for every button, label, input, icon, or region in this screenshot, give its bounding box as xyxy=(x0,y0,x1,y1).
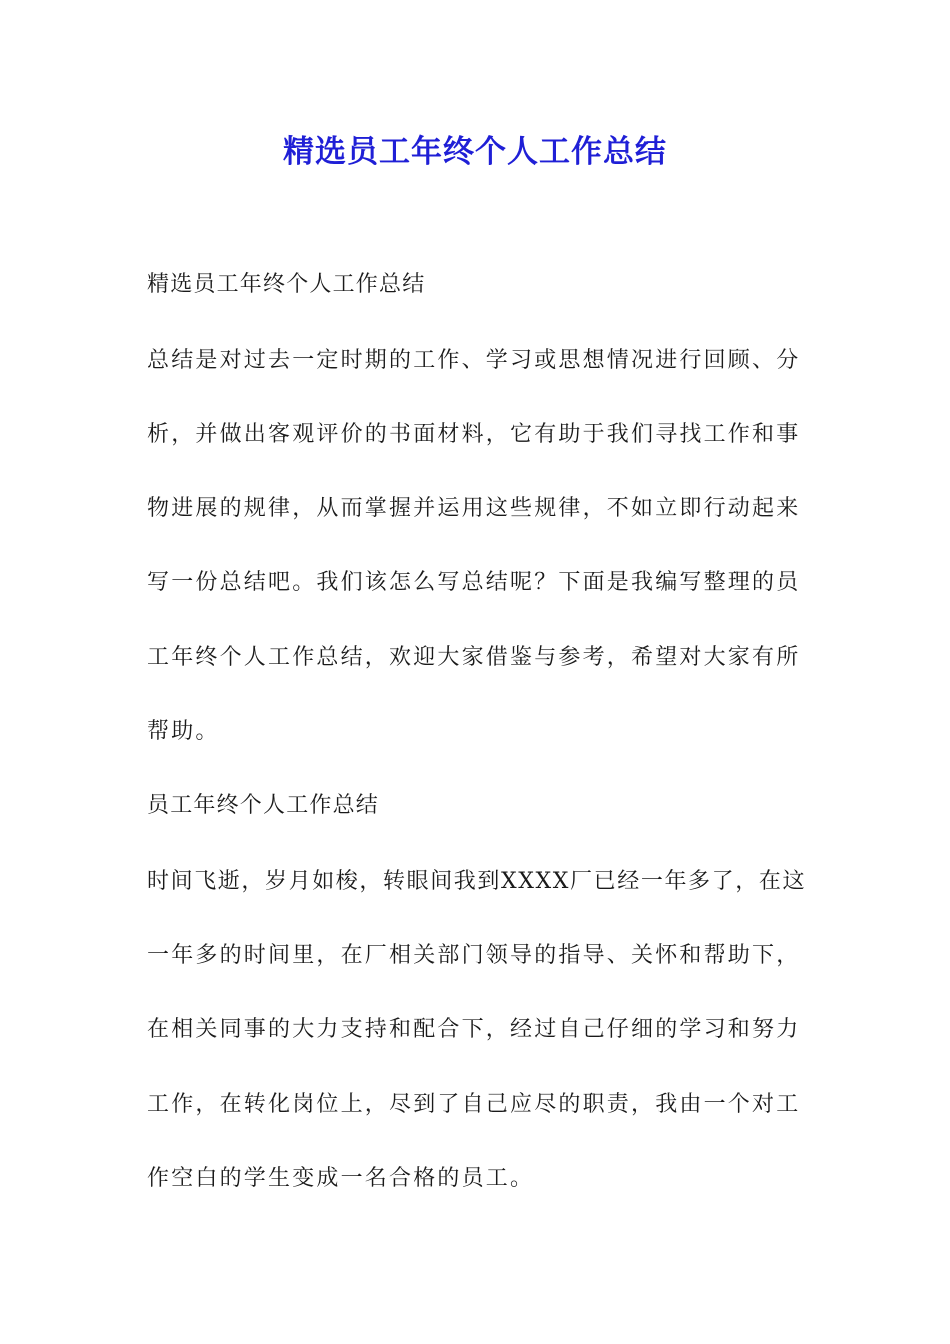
document-title: 精选员工年终个人工作总结 xyxy=(283,134,667,170)
paragraph-line: 作空白的学生变成一名合格的员工。 xyxy=(147,1166,535,1191)
paragraph-line: 析，并做出客观评价的书面材料，它有助于我们寻找工作和事 xyxy=(147,422,801,447)
paragraph-line: 一年多的时间里，在厂相关部门领导的指导、关怀和帮助下， xyxy=(147,943,801,968)
paragraph-line: 工年终个人工作总结，欢迎大家借鉴与参考，希望对大家有所 xyxy=(147,645,801,670)
paragraph-line: 工作，在转化岗位上，尽到了自己应尽的职责，我由一个对工 xyxy=(147,1092,801,1117)
paragraph-line: 总结是对过去一定时期的工作、学习或思想情况进行回顾、分 xyxy=(147,348,801,373)
subtitle-line: 精选员工年终个人工作总结 xyxy=(147,272,426,297)
section-heading: 员工年终个人工作总结 xyxy=(147,793,380,818)
paragraph-line: 物进展的规律，从而掌握并运用这些规律，不如立即行动起来 xyxy=(147,496,801,521)
paragraph-line: 时间飞逝，岁月如梭，转眼间我到XXXX厂已经一年多了，在这 xyxy=(147,869,807,894)
paragraph-line: 帮助。 xyxy=(147,719,220,744)
paragraph-line: 在相关同事的大力支持和配合下，经过自己仔细的学习和努力 xyxy=(147,1017,801,1042)
paragraph-line: 写一份总结吧。我们该怎么写总结呢？下面是我编写整理的员 xyxy=(147,570,801,595)
